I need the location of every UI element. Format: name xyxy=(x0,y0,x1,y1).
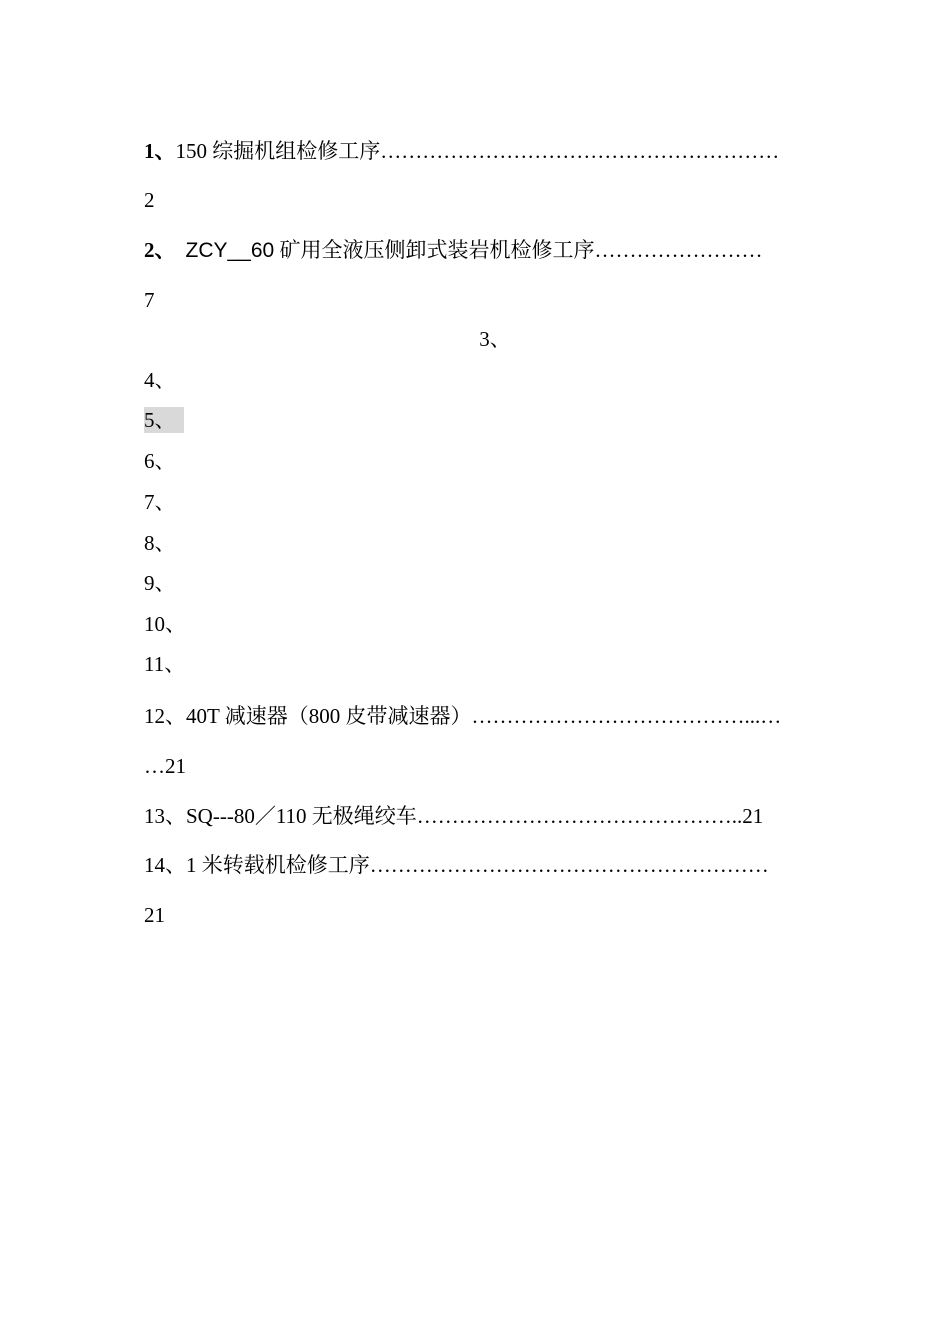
toc-entry-6: 6、 xyxy=(144,449,176,473)
toc-entry-5-highlighted: 5、 xyxy=(144,407,184,433)
toc-entry-1-number: 1 xyxy=(144,139,155,163)
toc-entry-2-number: 2 xyxy=(144,238,155,262)
toc-entry-14-title: 14、1 米转载机检修工序………………………………………………… xyxy=(144,853,769,877)
toc-entry-1-page xyxy=(144,187,806,213)
toc-entry-7: 7、 xyxy=(144,490,176,514)
toc-entry-1 xyxy=(144,138,806,164)
toc-entry-10: 10、 xyxy=(144,612,186,636)
toc-entry-12-title: 12、40T 减速器（800 皮带减速器）………………………………… xyxy=(144,704,745,728)
toc-entry-2-page-number: 7 xyxy=(144,288,155,312)
toc-entry-11: 11、 xyxy=(144,652,186,676)
toc-entry-1-separator: 、 xyxy=(154,139,176,163)
toc-entry-1-title: 150 综掘机组检修工序………………………………………………… xyxy=(175,139,780,163)
toc-entry-2-title: 矿用全液压侧卸式装岩机检修工序…………………… xyxy=(274,238,763,262)
toc-entry-12 xyxy=(144,703,806,729)
toc-entry-3: 3、 xyxy=(479,327,511,351)
toc-entry-13-title: 13、SQ---80／110 无极绳绞车………………………………………..21 xyxy=(144,804,764,828)
toc-entry-2-code: ZCY__60 xyxy=(185,239,275,262)
toc-entry-2-page xyxy=(144,287,806,313)
toc-entry-12-page-number: …21 xyxy=(144,754,186,778)
toc-entry-2 xyxy=(144,237,806,264)
toc-entry-14-page-number: 21 xyxy=(144,903,165,927)
toc-entry-5 xyxy=(144,407,806,433)
toc-entry-12-page xyxy=(144,753,806,779)
toc-entry-14 xyxy=(144,852,806,878)
toc-entry-1-page-number: 2 xyxy=(144,188,155,212)
toc-entry-4: 4、 xyxy=(144,368,176,392)
toc-entry-2-separator: 、 xyxy=(154,238,176,262)
toc-entry-8: 8、 xyxy=(144,531,176,555)
toc-entry-14-page xyxy=(144,902,806,928)
toc-entry-13 xyxy=(144,803,806,829)
toc-entry-12-leader-tail: ...… xyxy=(744,704,782,728)
toc-entry-9: 9、 xyxy=(144,571,176,595)
